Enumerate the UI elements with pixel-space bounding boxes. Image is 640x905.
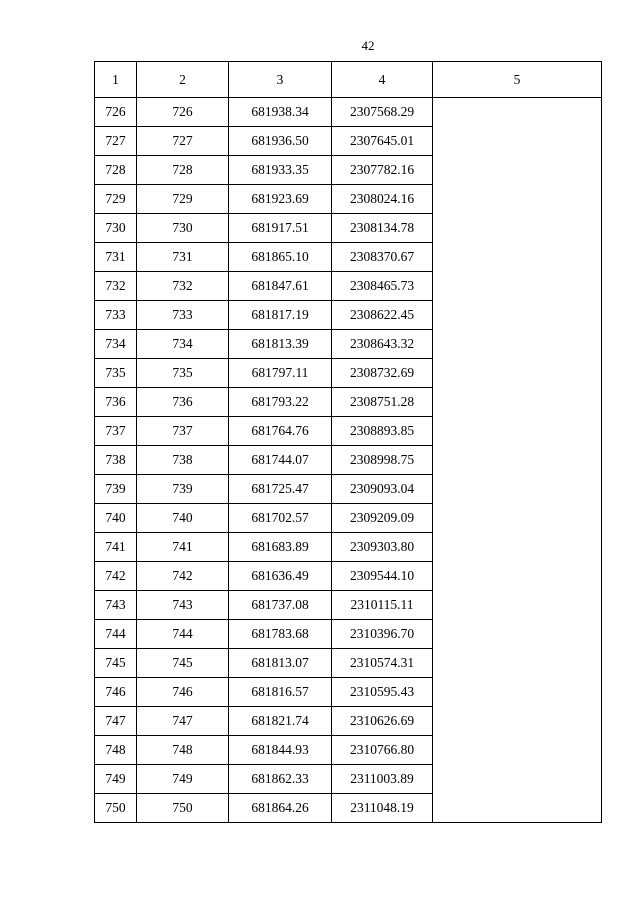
coordinate-y: 2308370.67 <box>332 243 433 272</box>
coordinate-x: 681793.22 <box>229 388 332 417</box>
coordinate-y: 2308643.32 <box>332 330 433 359</box>
point-number-2: 735 <box>137 359 229 388</box>
coordinate-x: 681862.33 <box>229 765 332 794</box>
coordinate-x: 681864.26 <box>229 794 332 823</box>
point-number-2: 745 <box>137 649 229 678</box>
point-number-2: 742 <box>137 562 229 591</box>
coordinate-y: 2310115.11 <box>332 591 433 620</box>
coordinate-y: 2307645.01 <box>332 127 433 156</box>
point-number: 746 <box>95 678 137 707</box>
coordinate-y: 2310766.80 <box>332 736 433 765</box>
table-row <box>95 98 602 127</box>
coordinate-x: 681865.10 <box>229 243 332 272</box>
coordinate-x: 681764.76 <box>229 417 332 446</box>
point-number: 750 <box>95 794 137 823</box>
coordinate-x: 681917.51 <box>229 214 332 243</box>
point-number-2: 736 <box>137 388 229 417</box>
point-number: 743 <box>95 591 137 620</box>
point-number: 749 <box>95 765 137 794</box>
coordinate-x: 681797.11 <box>229 359 332 388</box>
column-header-2: 2 <box>137 62 229 98</box>
coordinate-x: 681933.35 <box>229 156 332 185</box>
point-number: 742 <box>95 562 137 591</box>
coordinate-y: 2310396.70 <box>332 620 433 649</box>
point-number: 738 <box>95 446 137 475</box>
point-number: 744 <box>95 620 137 649</box>
point-number-2: 744 <box>137 620 229 649</box>
point-number: 741 <box>95 533 137 562</box>
page-number: 42 <box>361 38 375 53</box>
point-number: 731 <box>95 243 137 272</box>
point-number-2: 728 <box>137 156 229 185</box>
coordinate-x: 681702.57 <box>229 504 332 533</box>
point-number: 730 <box>95 214 137 243</box>
coordinate-x: 681844.93 <box>229 736 332 765</box>
coordinate-x: 681816.57 <box>229 678 332 707</box>
point-number: 739 <box>95 475 137 504</box>
coordinate-y: 2311003.89 <box>332 765 433 794</box>
coordinate-x: 681817.19 <box>229 301 332 330</box>
point-number-2: 734 <box>137 330 229 359</box>
point-number-2: 739 <box>137 475 229 504</box>
point-number-2: 748 <box>137 736 229 765</box>
coordinate-y: 2308732.69 <box>332 359 433 388</box>
coordinate-y: 2308024.16 <box>332 185 433 214</box>
point-number-2: 749 <box>137 765 229 794</box>
coordinates-table <box>94 61 602 823</box>
point-number: 735 <box>95 359 137 388</box>
point-number-2: 731 <box>137 243 229 272</box>
point-number-2: 729 <box>137 185 229 214</box>
coordinate-x: 681813.07 <box>229 649 332 678</box>
point-number-2: 738 <box>137 446 229 475</box>
coordinate-y: 2311048.19 <box>332 794 433 823</box>
point-number-2: 746 <box>137 678 229 707</box>
coordinate-x: 681938.34 <box>229 98 332 127</box>
coordinate-x: 681847.61 <box>229 272 332 301</box>
column-header-4: 4 <box>332 62 433 98</box>
point-number-2: 727 <box>137 127 229 156</box>
point-number-2: 730 <box>137 214 229 243</box>
coordinate-x: 681737.08 <box>229 591 332 620</box>
point-number: 727 <box>95 127 137 156</box>
coordinate-x: 681783.68 <box>229 620 332 649</box>
point-number: 734 <box>95 330 137 359</box>
point-number: 726 <box>95 98 137 127</box>
header-row <box>95 62 602 98</box>
point-number-2: 740 <box>137 504 229 533</box>
notes-cell <box>433 98 602 823</box>
point-number: 748 <box>95 736 137 765</box>
column-header-1: 1 <box>95 62 137 98</box>
point-number-2: 741 <box>137 533 229 562</box>
point-number: 745 <box>95 649 137 678</box>
point-number-2: 747 <box>137 707 229 736</box>
point-number: 733 <box>95 301 137 330</box>
coordinate-y: 2310626.69 <box>332 707 433 736</box>
point-number: 747 <box>95 707 137 736</box>
coordinate-y: 2309093.04 <box>332 475 433 504</box>
coordinate-y: 2307782.16 <box>332 156 433 185</box>
point-number-2: 726 <box>137 98 229 127</box>
point-number: 737 <box>95 417 137 446</box>
coordinate-y: 2307568.29 <box>332 98 433 127</box>
coordinate-y: 2308622.45 <box>332 301 433 330</box>
coordinate-y: 2308893.85 <box>332 417 433 446</box>
table-body <box>95 98 602 823</box>
coordinate-x: 681683.89 <box>229 533 332 562</box>
point-number-2: 750 <box>137 794 229 823</box>
point-number: 728 <box>95 156 137 185</box>
column-header-5: 5 <box>433 62 602 98</box>
point-number-2: 743 <box>137 591 229 620</box>
coordinate-x: 681821.74 <box>229 707 332 736</box>
coordinate-x: 681813.39 <box>229 330 332 359</box>
table-header <box>95 62 602 98</box>
coordinate-y: 2309209.09 <box>332 504 433 533</box>
column-header-3: 3 <box>229 62 332 98</box>
coordinate-x: 681744.07 <box>229 446 332 475</box>
coordinate-y: 2308134.78 <box>332 214 433 243</box>
coordinate-y: 2308465.73 <box>332 272 433 301</box>
coordinate-x: 681636.49 <box>229 562 332 591</box>
coordinate-y: 2309544.10 <box>332 562 433 591</box>
coordinate-x: 681923.69 <box>229 185 332 214</box>
point-number: 729 <box>95 185 137 214</box>
coordinate-y: 2310574.31 <box>332 649 433 678</box>
point-number: 736 <box>95 388 137 417</box>
point-number: 740 <box>95 504 137 533</box>
point-number-2: 732 <box>137 272 229 301</box>
point-number-2: 737 <box>137 417 229 446</box>
coordinate-y: 2309303.80 <box>332 533 433 562</box>
coordinate-x: 681725.47 <box>229 475 332 504</box>
coordinate-y: 2308998.75 <box>332 446 433 475</box>
point-number-2: 733 <box>137 301 229 330</box>
coordinate-x: 681936.50 <box>229 127 332 156</box>
coordinate-y: 2310595.43 <box>332 678 433 707</box>
point-number: 732 <box>95 272 137 301</box>
coordinate-y: 2308751.28 <box>332 388 433 417</box>
